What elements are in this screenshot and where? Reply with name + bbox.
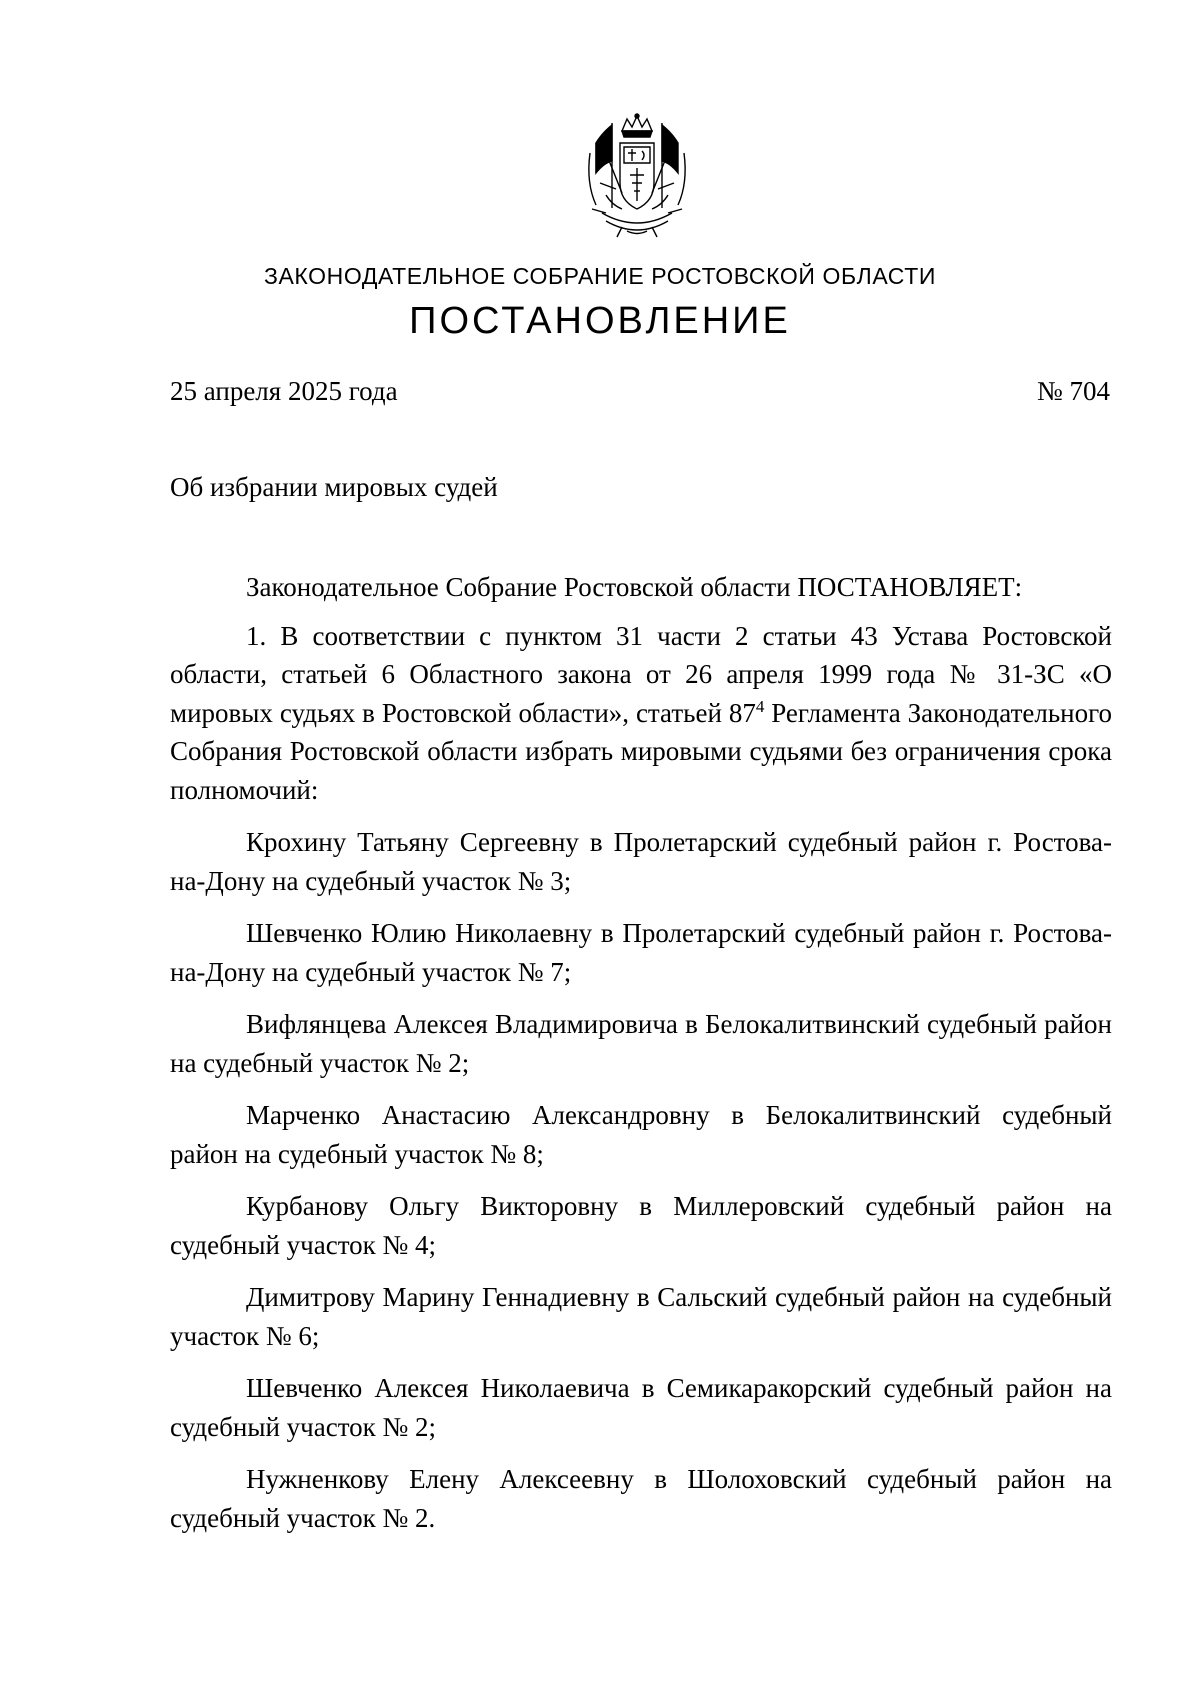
judge-item: Марченко Анастасию Александровну в Белокалитвинский судебный район на судебный участок № 8;	[170, 1100, 1112, 1169]
preamble: Законодательное Собрание Ростовской области ПОСТАНОВЛЯЕТ:	[246, 572, 1023, 602]
judge-item: Крохину Татьяну Сергеевну в Пролетарский судебный район г. Ростова-на-Дону на судебный участок № 3;	[170, 827, 1112, 896]
judge-item: Шевченко Алексея Николаевича в Семикаракорский судебный район на судебный участок № 2;	[170, 1373, 1112, 1442]
coat-of-arms-icon	[582, 113, 692, 243]
judge-item: Вифлянцева Алексея Владимировича в Белокалитвинский судебный район на судебный участок № 2;	[170, 1009, 1112, 1078]
point-1-text-after: Регламента Законодательного Собрания Ростовской области избрать мировыми судьями без ограничения срока полномочий:	[170, 697, 1112, 805]
document-date: 25 апреля 2025 года	[170, 376, 398, 406]
judge-item: Шевченко Юлию Николаевну в Пролетарский судебный район г. Ростова-на-Дону на судебный участок № 7;	[170, 918, 1112, 987]
document-body	[170, 568, 1112, 1537]
point-1	[170, 617, 1112, 810]
point-1-superscript: 4	[755, 696, 765, 716]
judge-item: Нужненкову Елену Алексеевну в Шолоховский судебный район на судебный участок № 2.	[170, 1464, 1112, 1533]
judge-item: Курбанову Ольгу Викторовну в Миллеровский судебный район на судебный участок № 4;	[170, 1191, 1112, 1260]
point-1-text-before: 1. В соответствии с пунктом 31 части 2 статьи 43 Устава Ростовской области, статьей 6 Областного закона от 26 апреля 1999 года № 31-ЗС «О мировых судьях в Ростовской области», статьей 87	[170, 620, 1112, 728]
judge-item: Димитрову Марину Геннадиевну в Сальский судебный район на судебный участок № 6;	[170, 1282, 1112, 1351]
document-type-title: ПОСТАНОВЛЕНИЕ	[409, 300, 791, 342]
organization-name: ЗАКОНОДАТЕЛЬНОЕ СОБРАНИЕ РОСТОВСКОЙ ОБЛАСТИ	[263, 263, 937, 289]
document-subject: Об избрании мировых судей	[170, 472, 498, 502]
document-number: № 704	[1036, 376, 1110, 406]
